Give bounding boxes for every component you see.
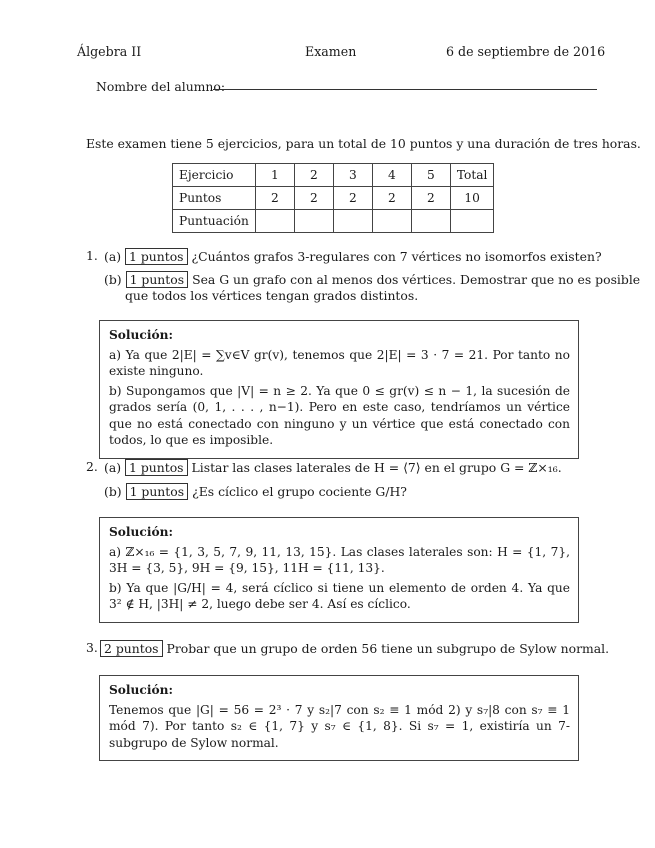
- question-2a: [104, 459, 562, 476]
- question-1b-continuation: que todos los vértices tengan grados distintos.: [125, 288, 419, 303]
- table-cell: 1: [255, 164, 294, 187]
- score-input-cell[interactable]: [450, 210, 494, 233]
- solution-part-a: a) Ya que 2|E| = ∑v∈V gr(v), tenemos que 2|E| = 3 · 7 = 21. Por tanto no existe ninguno.: [109, 347, 570, 378]
- part-label: (a): [104, 249, 122, 264]
- document-title: Examen: [305, 44, 357, 59]
- exam-date: 6 de septiembre de 2016: [446, 44, 606, 59]
- table-cell: Puntos: [173, 187, 256, 210]
- points-badge: 2 puntos: [100, 640, 163, 657]
- student-name-label: Nombre del alumno:: [96, 79, 226, 94]
- question-2b: [104, 483, 407, 500]
- table-row-points: [173, 187, 494, 210]
- score-input-cell[interactable]: [255, 210, 294, 233]
- table-cell: Puntuación: [173, 210, 256, 233]
- score-input-cell[interactable]: [333, 210, 372, 233]
- question-1a: [104, 248, 602, 265]
- score-input-cell[interactable]: [372, 210, 411, 233]
- part-label: (b): [104, 272, 122, 287]
- question-1b: [104, 271, 640, 288]
- question-text: Sea G un grafo con al menos dos vértices. Demostrar que no es posible: [192, 272, 641, 287]
- solution-part-b: b) Supongamos que |V| = n ≥ 2. Ya que 0 ≤ gr(v) ≤ n − 1, la sucesión de grados sería (0, 1, . . . , n−1). Pero en este caso, tendríamos un vértice que no está conectado con ninguno y un vértice que está conectado con todos, lo que es imposible.: [109, 383, 570, 447]
- table-cell: 2: [294, 164, 333, 187]
- question-1-number: 1.: [86, 248, 98, 263]
- student-name-field[interactable]: [213, 89, 597, 90]
- solution-box-3: [99, 675, 579, 761]
- score-table: [172, 163, 494, 233]
- course-name: Álgebra II: [77, 44, 142, 59]
- part-label: (a): [104, 460, 122, 475]
- table-cell: 4: [372, 164, 411, 187]
- points-badge: 1 puntos: [126, 271, 189, 288]
- table-cell: 2: [411, 187, 450, 210]
- points-badge: 1 puntos: [126, 483, 189, 500]
- question-text: ¿Es cíclico el grupo cociente G/H?: [192, 484, 407, 499]
- solution-part-a: a) ℤ×₁₆ = {1, 3, 5, 7, 9, 11, 13, 15}. Las clases laterales son: H = {1, 7}, 3H = {3, 5}, 9H = {9, 15}, 11H = {11, 13}.: [109, 544, 570, 575]
- table-cell: 10: [450, 187, 494, 210]
- score-input-cell[interactable]: [294, 210, 333, 233]
- question-text: Listar las clases laterales de H = ⟨7⟩ en el grupo G = ℤ×₁₆.: [191, 460, 562, 475]
- solution-text: Tenemos que |G| = 56 = 2³ · 7 y s₂|7 con s₂ ≡ 1 mód 2) y s₇|8 con s₇ ≡ 1 mód 7). Por tanto s₂ ∈ {1, 7} y s₇ ∈ {1, 8}. Si s₇ = 1, existiría un 7-subgrupo de Sylow normal.: [109, 702, 570, 750]
- solution-part-b: b) Ya que |G/H| = 4, será cíclico si tiene un elemento de orden 4. Ya que 3² ∉ H, |3H| ≠ 2, luego debe ser 4. Así es cíclico.: [109, 580, 570, 611]
- table-cell: 2: [294, 187, 333, 210]
- table-cell: 2: [255, 187, 294, 210]
- exam-intro: Este examen tiene 5 ejercicios, para un total de 10 puntos y una duración de tres horas.: [86, 136, 641, 151]
- solution-title: Solución:: [109, 525, 173, 539]
- question-text: ¿Cuántos grafos 3-regulares con 7 vértices no isomorfos existen?: [191, 249, 602, 264]
- question-3: [100, 640, 609, 657]
- question-2-number: 2.: [86, 459, 98, 474]
- table-row-header: [173, 164, 494, 187]
- part-label: (b): [104, 484, 122, 499]
- solution-box-2: [99, 517, 579, 623]
- score-input-cell[interactable]: [411, 210, 450, 233]
- solution-title: Solución:: [109, 683, 173, 697]
- table-cell: 2: [333, 187, 372, 210]
- question-3-number: 3.: [86, 640, 98, 655]
- table-cell: 5: [411, 164, 450, 187]
- table-row-score: [173, 210, 494, 233]
- table-cell: Ejercicio: [173, 164, 256, 187]
- question-text: Probar que un grupo de orden 56 tiene un subgrupo de Sylow normal.: [166, 641, 610, 656]
- points-badge: 1 puntos: [125, 459, 188, 476]
- table-cell: Total: [450, 164, 494, 187]
- table-cell: 3: [333, 164, 372, 187]
- points-badge: 1 puntos: [125, 248, 188, 265]
- solution-box-1: [99, 320, 579, 459]
- solution-title: Solución:: [109, 328, 173, 342]
- table-cell: 2: [372, 187, 411, 210]
